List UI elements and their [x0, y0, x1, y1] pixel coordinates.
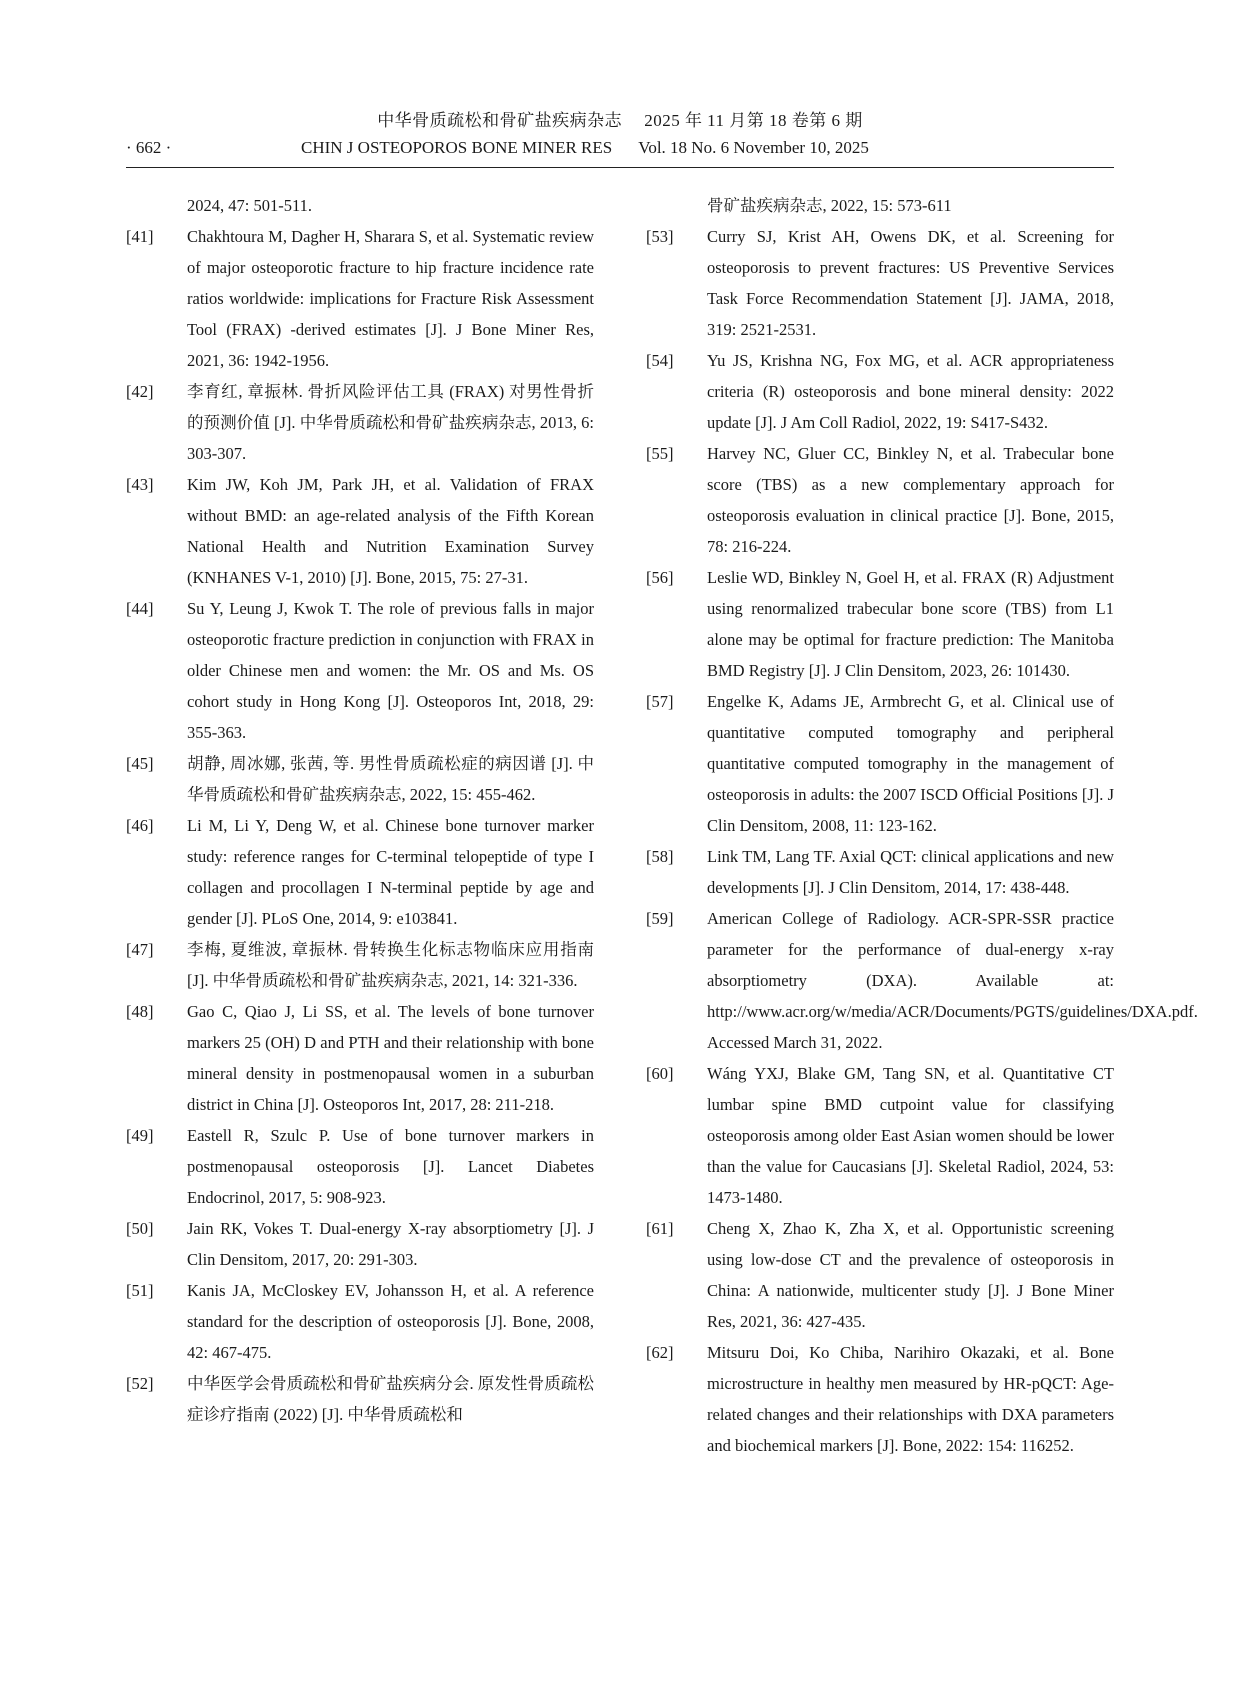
issue-info-en: Vol. 18 No. 6 November 10, 2025 [638, 138, 869, 157]
reference-continuation: 骨矿盐疾病杂志, 2022, 15: 573-611 [707, 196, 952, 215]
reference-text: Eastell R, Szulc P. Use of bone turnover markers in postmenopausal osteoporosis [J]. Lancet Diabetes Endocrinol, 2017, 5: 908-923. [187, 1126, 594, 1207]
reference-item [646, 686, 1114, 841]
reference-text: Su Y, Leung J, Kwok T. The role of previous falls in major osteoporotic fracture prediction in conjunction with FRAX in older Chinese men and women: the Mr. OS and Ms. OS cohort study in Hong Kong [J]. Osteoporos Int, 2018, 29: 355-363. [187, 599, 594, 742]
reference-number: [55] [646, 444, 674, 463]
reference-number: [54] [646, 351, 674, 370]
reference-number: [46] [126, 816, 154, 835]
reference-item [126, 748, 594, 810]
reference-text: 中华医学会骨质疏松和骨矿盐疾病分会. 原发性骨质疏松症诊疗指南 (2022) [J]. 中华骨质疏松和 [187, 1374, 594, 1424]
reference-number: [57] [646, 692, 674, 711]
reference-column-left [126, 190, 594, 1430]
reference-item [646, 1337, 1114, 1461]
reference-number: [50] [126, 1219, 154, 1238]
reference-item [126, 593, 594, 748]
reference-number: [62] [646, 1343, 674, 1362]
reference-number: [41] [126, 227, 154, 246]
reference-number: [58] [646, 847, 674, 866]
running-header-english [126, 138, 1126, 158]
reference-item [646, 562, 1114, 686]
reference-text: Leslie WD, Binkley N, Goel H, et al. FRAX (R) Adjustment using renormalized trabecular bone score (TBS) from L1 alone may be optimal for fracture prediction: The Manitoba BMD Registry [J]. J Clin Densitom, 2023, 26: 101430. [707, 568, 1114, 680]
reference-number: [45] [126, 754, 154, 773]
reference-item [126, 996, 594, 1120]
header-rule [126, 167, 1114, 168]
reference-text: Wáng YXJ, Blake GM, Tang SN, et al. Quantitative CT lumbar spine BMD cutpoint value for classifying osteoporosis among older East Asian women should be lower than the value for Caucasians [J]. Skeletal Radiol, 2024, 53: 1473-1480. [707, 1064, 1114, 1207]
reference-item [646, 221, 1114, 345]
reference-item [126, 1275, 594, 1368]
running-header-chinese [0, 106, 1240, 131]
reference-text: American College of Radiology. ACR-SPR-SSR practice parameter for the performance of dual-energy x-ray absorptiometry (DXA). Available at: http://www.acr.org/w/media/ACR/Documents/PGTS/guidelines/DXA.pdf. Accessed March 31, 2022. [707, 909, 1198, 1052]
reference-text: 李梅, 夏维波, 章振林. 骨转换生化标志物临床应用指南 [J]. 中华骨质疏松和骨矿盐疾病杂志, 2021, 14: 321-336. [187, 940, 594, 990]
reference-number: [48] [126, 1002, 154, 1021]
reference-item [646, 438, 1114, 562]
reference-text: Li M, Li Y, Deng W, et al. Chinese bone turnover marker study: reference ranges for C-terminal telopeptide of type I collagen and procollagen I N-terminal peptide by age and gender [J]. PLoS One, 2014, 9: e103841. [187, 816, 594, 928]
reference-continuation: 2024, 47: 501-511. [187, 196, 312, 215]
reference-text: Kanis JA, McCloskey EV, Johansson H, et al. A reference standard for the description of osteoporosis [J]. Bone, 2008, 42: 467-475. [187, 1281, 594, 1362]
reference-number: [43] [126, 475, 154, 494]
issue-info-cn: 2025 年 11 月第 18 卷第 6 期 [644, 111, 863, 130]
reference-number: [59] [646, 909, 674, 928]
reference-number: [53] [646, 227, 674, 246]
reference-text: 胡静, 周冰娜, 张茜, 等. 男性骨质疏松症的病因谱 [J]. 中华骨质疏松和骨矿盐疾病杂志, 2022, 15: 455-462. [187, 754, 594, 804]
reference-text: Jain RK, Vokes T. Dual-energy X-ray absorptiometry [J]. J Clin Densitom, 2017, 20: 291-303. [187, 1219, 594, 1269]
reference-number: [61] [646, 1219, 674, 1238]
reference-number: [56] [646, 568, 674, 587]
reference-text: Engelke K, Adams JE, Armbrecht G, et al. Clinical use of quantitative computed tomography and peripheral quantitative computed tomography in the management of osteoporosis in adults: the 2007 ISCD Official Positions [J]. J Clin Densitom, 2008, 11: 123-162. [707, 692, 1114, 835]
reference-text: Yu JS, Krishna NG, Fox MG, et al. ACR appropriateness criteria (R) osteoporosis and bone mineral density: 2022 update [J]. J Am Coll Radiol, 2022, 19: S417-S432. [707, 351, 1114, 432]
reference-text: Curry SJ, Krist AH, Owens DK, et al. Screening for osteoporosis to prevent fractures: US Preventive Services Task Force Recommendation Statement [J]. JAMA, 2018, 319: 2521-2531. [707, 227, 1114, 339]
reference-item [126, 1120, 594, 1213]
reference-item [646, 1213, 1114, 1337]
reference-column-right [646, 190, 1198, 1461]
reference-item [126, 934, 594, 996]
reference-text: Link TM, Lang TF. Axial QCT: clinical applications and new developments [J]. J Clin Densitom, 2014, 17: 438-448. [707, 847, 1114, 897]
reference-number: [42] [126, 382, 154, 401]
reference-text: Chakhtoura M, Dagher H, Sharara S, et al. Systematic review of major osteoporotic fracture to hip fracture incidence rate ratios worldwide: implications for Fracture Risk Assessment Tool (FRAX) -derived estimates [J]. J Bone Miner Res, 2021, 36: 1942-1956. [187, 227, 594, 370]
reference-number: [47] [126, 940, 154, 959]
reference-text: Cheng X, Zhao K, Zha X, et al. Opportunistic screening using low-dose CT and the prevalence of osteoporosis in China: A nationwide, multicenter study [J]. J Bone Miner Res, 2021, 36: 427-435. [707, 1219, 1114, 1331]
reference-item [126, 376, 594, 469]
journal-title-cn: 中华骨质疏松和骨矿盐疾病杂志 [377, 111, 623, 130]
reference-number: [49] [126, 1126, 154, 1145]
journal-title-en: CHIN J OSTEOPOROS BONE MINER RES [301, 138, 613, 157]
reference-item [126, 1368, 594, 1430]
reference-text: Mitsuru Doi, Ko Chiba, Narihiro Okazaki, et al. Bone microstructure in healthy men measured by HR-pQCT: Age-related changes and their relationships with DXA parameters and biochemical markers [J]. Bone, 2022: 154: 116252. [707, 1343, 1114, 1455]
reference-item [646, 903, 1198, 1058]
reference-item [126, 469, 594, 593]
reference-text: Harvey NC, Gluer CC, Binkley N, et al. Trabecular bone score (TBS) as a new complementary approach for osteoporosis evaluation in clinical practice [J]. Bone, 2015, 78: 216-224. [707, 444, 1114, 556]
reference-item [646, 345, 1114, 438]
reference-item [126, 221, 594, 376]
reference-item [126, 810, 594, 934]
reference-number: [52] [126, 1374, 154, 1393]
reference-text: Kim JW, Koh JM, Park JH, et al. Validation of FRAX without BMD: an age-related analysis of the Fifth Korean National Health and Nutrition Examination Survey (KNHANES V-1, 2010) [J]. Bone, 2015, 75: 27-31. [187, 475, 594, 587]
reference-text: 李育红, 章振林. 骨折风险评估工具 (FRAX) 对男性骨折的预测价值 [J]. 中华骨质疏松和骨矿盐疾病杂志, 2013, 6: 303-307. [187, 382, 594, 463]
reference-number: [44] [126, 599, 154, 618]
reference-number: [51] [126, 1281, 154, 1300]
reference-text: Gao C, Qiao J, Li SS, et al. The levels of bone turnover markers 25 (OH) D and PTH and their relationship with bone mineral density in postmenopausal women in a suburban district in China [J]. Osteoporos Int, 2017, 28: 211-218. [187, 1002, 594, 1114]
reference-item [126, 1213, 594, 1275]
reference-item [646, 1058, 1114, 1213]
reference-item [646, 841, 1114, 903]
reference-number: [60] [646, 1064, 674, 1083]
page-number: · 662 · [126, 138, 172, 157]
